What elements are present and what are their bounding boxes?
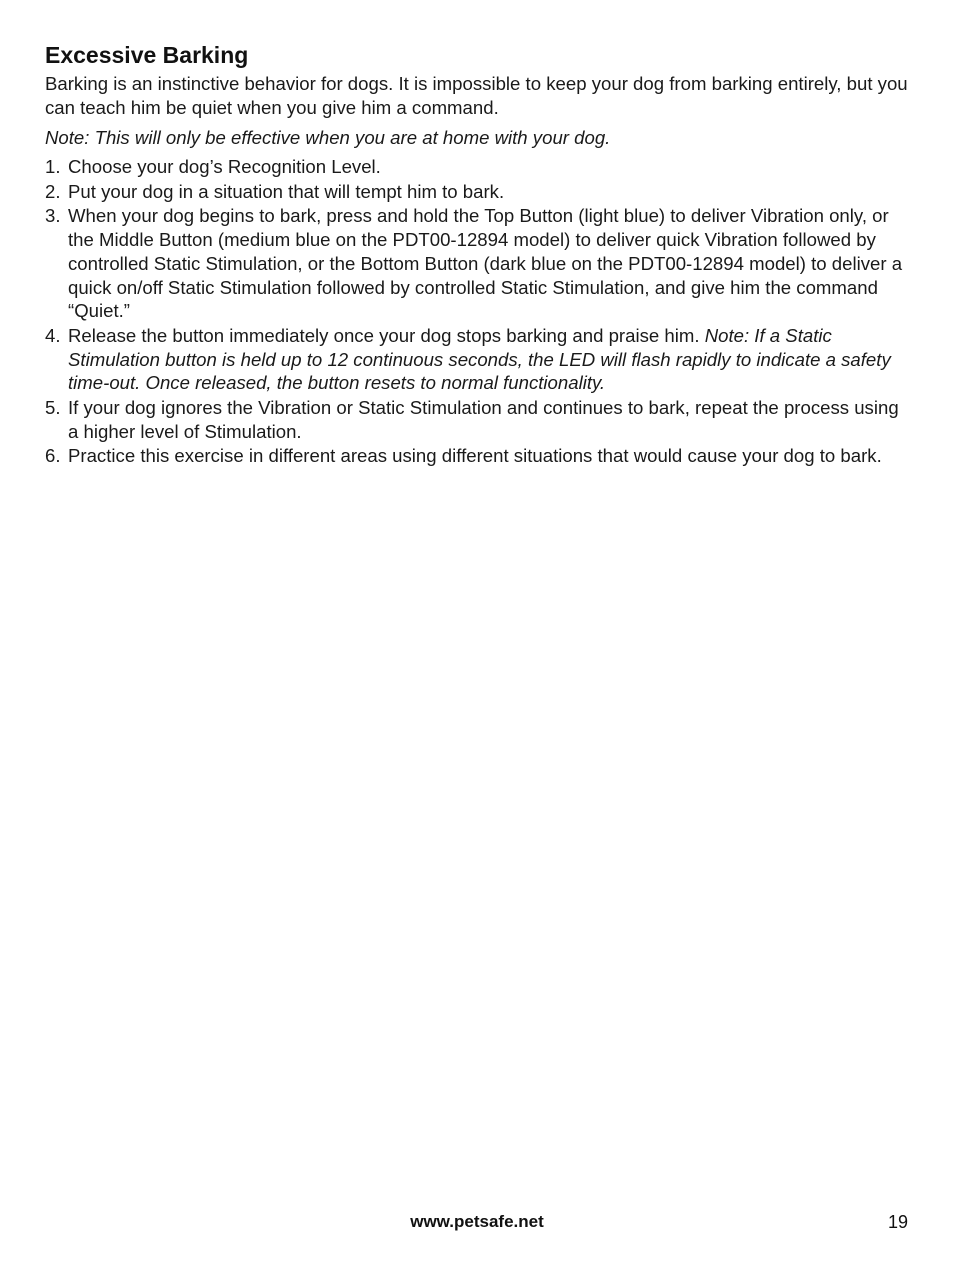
note-paragraph: Note: This will only be effective when you are at home with your dog. <box>45 127 611 148</box>
step-text: Put your dog in a situation that will tempt him to bark. <box>68 180 505 202</box>
page-content <box>45 40 911 469</box>
list-item <box>45 204 911 323</box>
step-number: 5. <box>45 397 61 419</box>
step-number: 4. <box>45 324 61 346</box>
list-item <box>45 324 911 395</box>
list-item <box>45 444 911 468</box>
steps-list <box>45 155 911 468</box>
step-number: 2. <box>45 180 61 202</box>
section-title: Excessive Barking <box>45 42 249 68</box>
list-item <box>45 155 911 179</box>
list-item <box>45 396 911 443</box>
step-number: 3. <box>45 205 61 227</box>
step-text: Choose your dog’s Recognition Level. <box>68 156 381 177</box>
page-number: 19 <box>887 1212 908 1232</box>
step-text: If your dog ignores the Vibration or Static Stimulation and continues to bark, repeat the process using a higher level of Stimulation. <box>68 397 899 442</box>
step-number: 1. <box>45 156 61 177</box>
step-text: Practice this exercise in different areas using different situations that would cause your dog to bark. <box>68 445 882 467</box>
footer-url: www.petsafe.net <box>410 1212 544 1231</box>
step-text: When your dog begins to bark, press and hold the Top Button (light blue) to deliver Vibration only, or the Middle Button (medium blue on the PDT00-12894 model) to deliver quick Vibration followed by controlled Static Stimulation, or the Bottom Button (dark blue on the PDT00-12894 model) to deliver a quick on/off Static Stimulation followed by controlled Static Stimulation, and give him the command “Quiet.” <box>68 205 903 322</box>
list-item <box>45 180 911 204</box>
intro-paragraph: Barking is an instinctive behavior for dogs. It is impossible to keep your dog from barking entirely, but you can teach him be quiet when you give him a command. <box>45 73 908 118</box>
step-note: Note: If a Static Stimulation button is held up to 12 continuous seconds, the LED will flash rapidly to indicate a safety time-out. Once released, the button resets to normal functionality. <box>68 324 891 394</box>
step-text: Release the button immediately once your dog stops barking and praise him. <box>68 324 705 346</box>
step-number: 6. <box>45 445 61 467</box>
